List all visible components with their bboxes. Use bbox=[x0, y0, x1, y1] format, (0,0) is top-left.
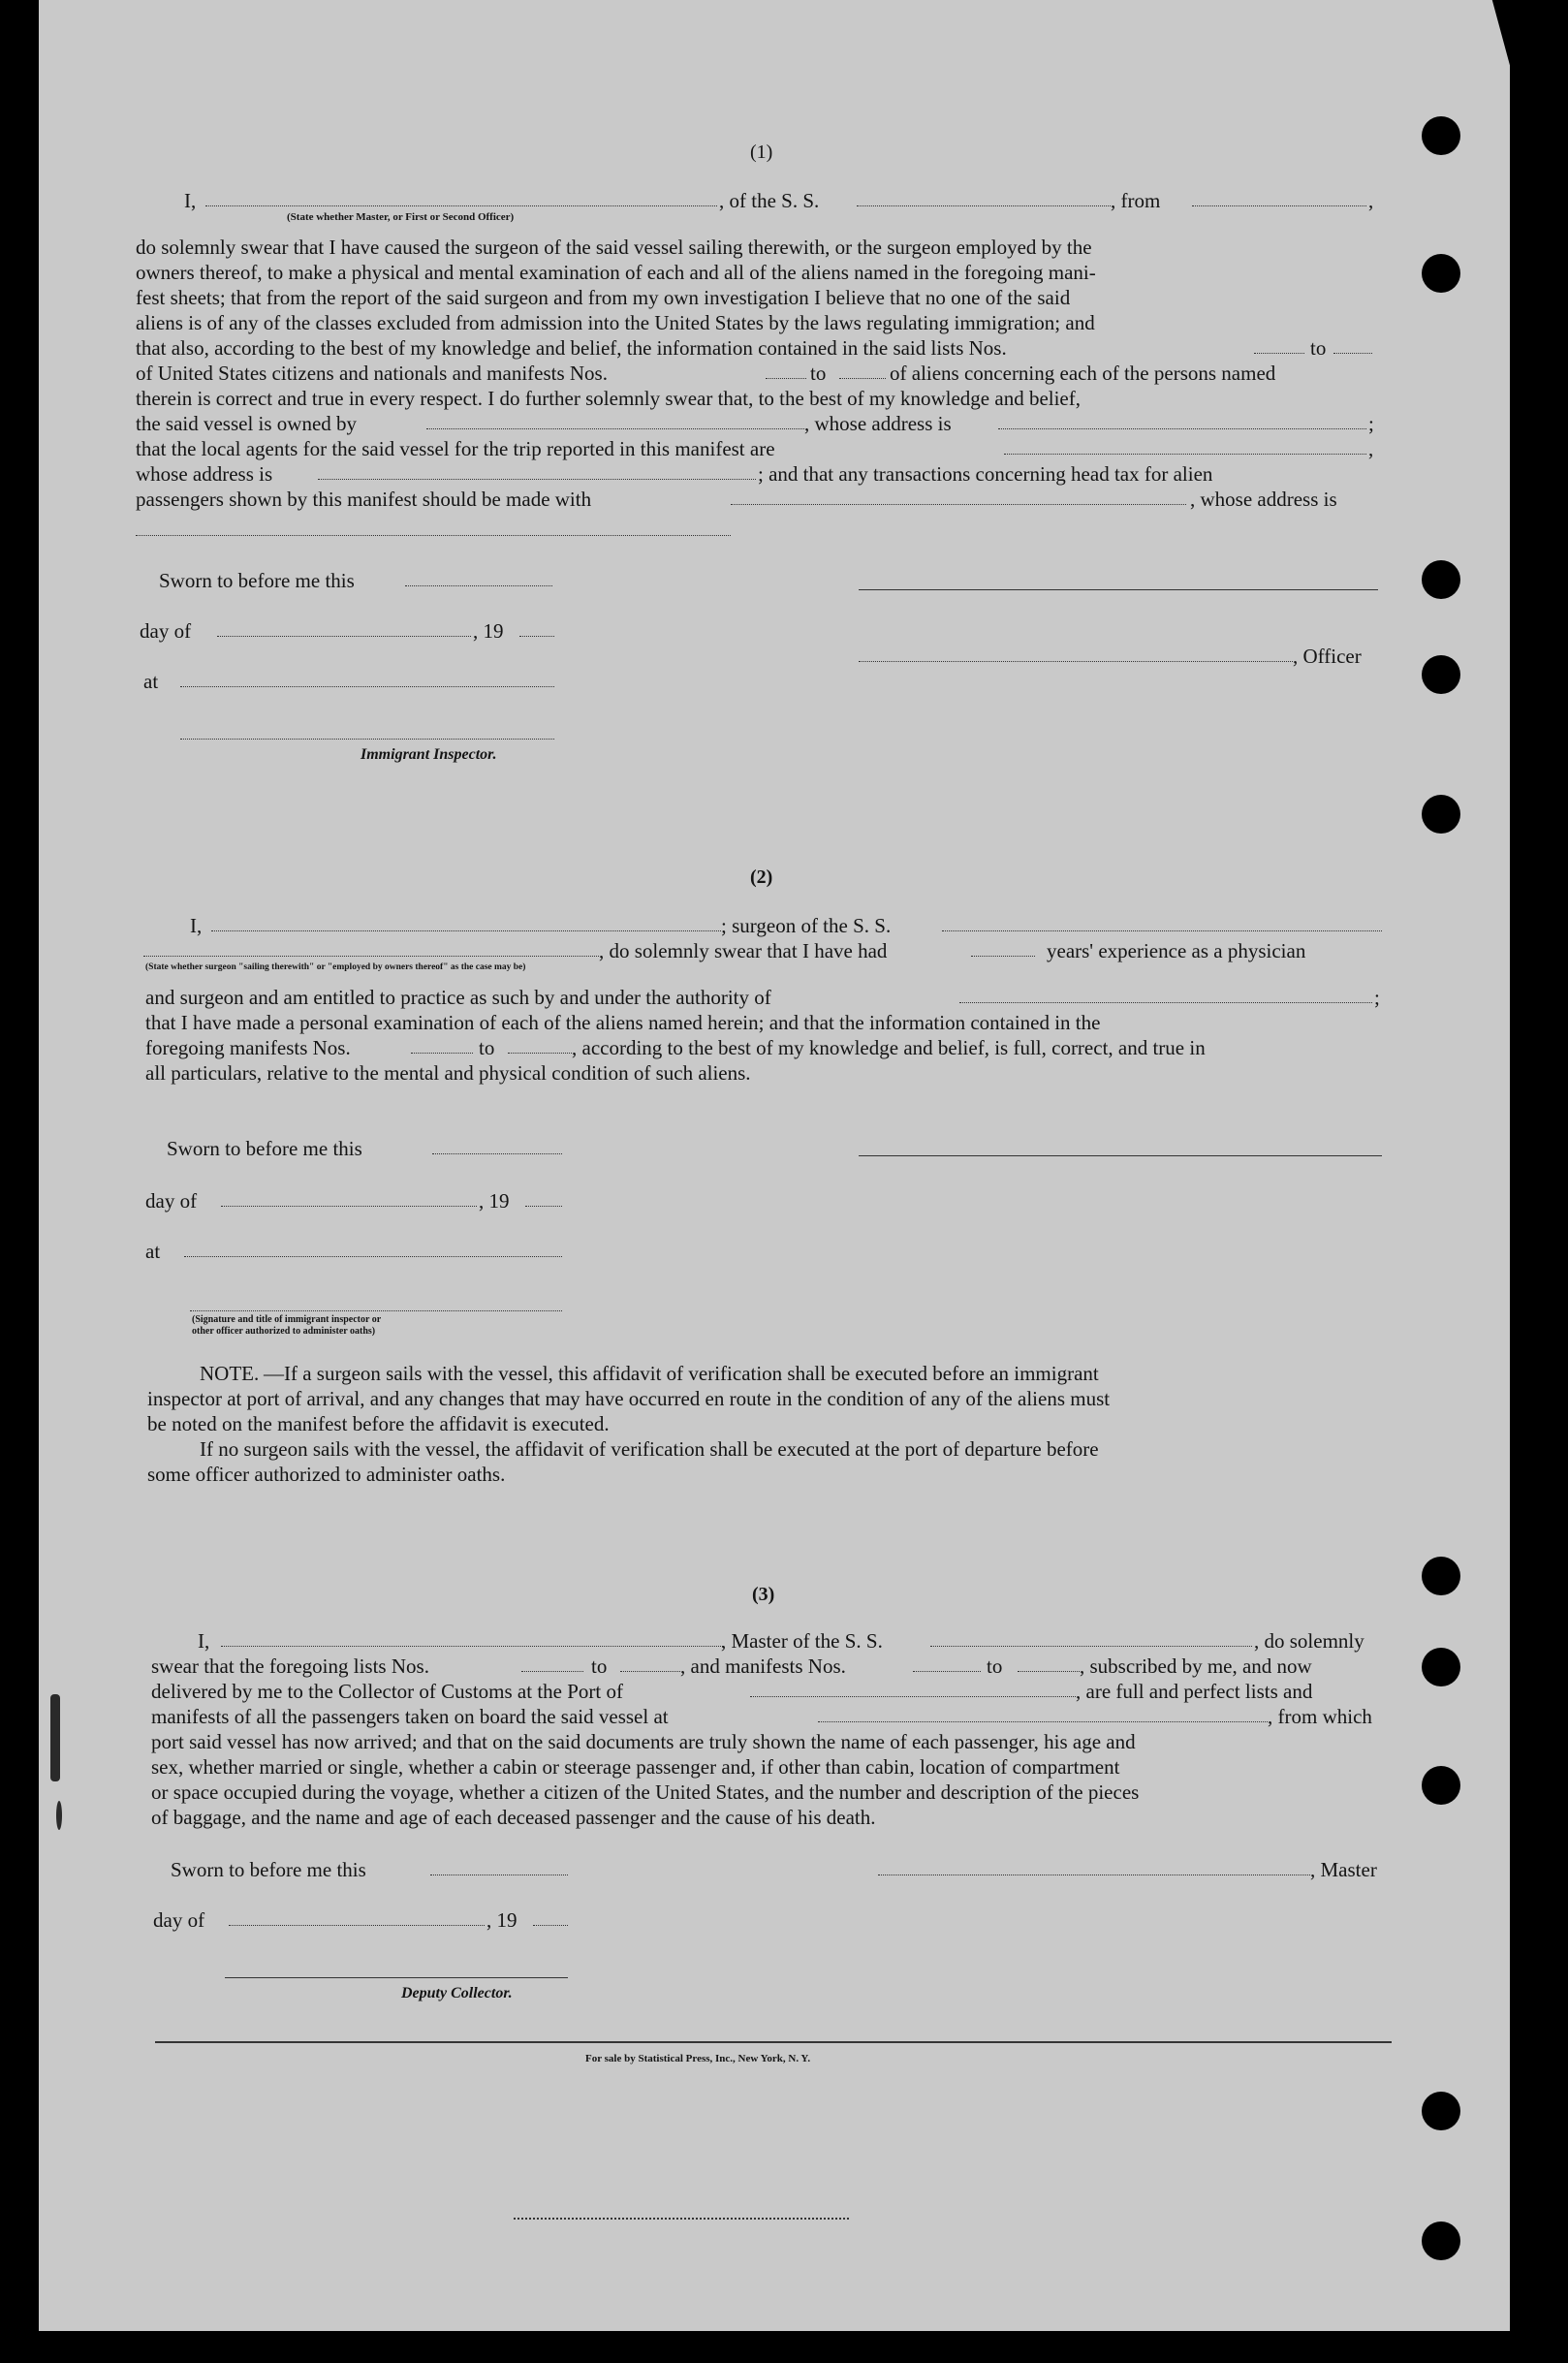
punch-hole bbox=[1422, 116, 1460, 155]
s2-line-0: and surgeon and am entitled to practice as such by and under the authority of bbox=[145, 986, 771, 1009]
s1-whose-address-2: , whose address is bbox=[1190, 488, 1337, 511]
s3-to: to bbox=[591, 1654, 608, 1678]
s3-ship-blank bbox=[930, 1646, 1252, 1647]
s1-ship-blank bbox=[857, 205, 1111, 206]
s2-year-blank bbox=[525, 1206, 562, 1207]
s1-agents-address-blank bbox=[318, 479, 756, 480]
s1-to: to bbox=[1310, 336, 1327, 360]
s3-day-of: day of bbox=[153, 1908, 205, 1932]
s2-according: , according to the best of my knowledge and belief, is full, correct, and true in bbox=[572, 1036, 1206, 1059]
s3-manifest-to-blank bbox=[1018, 1671, 1080, 1672]
note-p1-line-0: —If a surgeon sails with the vessel, this affidavit of verification shall be executed before an immigrant bbox=[264, 1362, 1099, 1385]
footer-printer: For sale by Statistical Press, Inc., New York, N. Y. bbox=[585, 2053, 811, 2064]
s1-line-8: that the local agents for the said vessel for the trip reported in this manifest are bbox=[136, 437, 775, 460]
s1-line-10: passengers shown by this manifest should be made with bbox=[136, 488, 592, 511]
s3-i-label: I, bbox=[198, 1629, 210, 1653]
s1-officer-blank bbox=[205, 205, 717, 206]
s2-type-blank bbox=[143, 956, 599, 957]
s2-line-2: foregoing manifests Nos. bbox=[145, 1036, 351, 1059]
s2-ship-blank bbox=[942, 930, 1382, 931]
punch-hole bbox=[1422, 1557, 1460, 1595]
s2-i-label: I, bbox=[190, 914, 203, 937]
s1-of-aliens: of aliens concerning each of the persons named bbox=[890, 362, 1276, 385]
s1-i-label: I, bbox=[184, 189, 197, 212]
s1-tax-address-blank bbox=[136, 535, 731, 536]
s1-line-1: owners thereof, to make a physical and mental examination of each and all of the aliens named in the foregoing mani- bbox=[136, 261, 1096, 284]
s1-line-5: of United States citizens and nationals and manifests Nos. bbox=[136, 362, 608, 385]
s2-surgeon-blank bbox=[211, 930, 721, 931]
s3-lists-from-blank bbox=[521, 1671, 583, 1672]
s1-inspector-blank bbox=[180, 739, 554, 740]
s3-collector-signature bbox=[225, 1977, 568, 1978]
s1-of-ss: , of the S. S. bbox=[719, 189, 820, 212]
s3-year-blank bbox=[533, 1925, 568, 1926]
s3-to-2: to bbox=[987, 1654, 1003, 1678]
punch-hole bbox=[1422, 655, 1460, 694]
s2-swear: , do solemnly swear that I have had bbox=[599, 939, 888, 962]
s2-line-3: all particulars, relative to the mental and physical condition of such aliens. bbox=[145, 1061, 751, 1085]
punch-hole bbox=[1422, 2221, 1460, 2260]
s3-lists-to-blank bbox=[620, 1671, 680, 1672]
comma: , bbox=[1368, 189, 1374, 212]
s2-day-blank bbox=[221, 1206, 477, 1207]
s3-from-which: , from which bbox=[1268, 1705, 1372, 1728]
footer-rule bbox=[155, 2041, 1392, 2043]
semicolon: ; bbox=[1374, 986, 1380, 1009]
s1-manifest-from-blank bbox=[766, 378, 806, 379]
s3-port-blank bbox=[750, 1696, 1076, 1697]
s3-line-2: manifests of all the passengers taken on board the said vessel at bbox=[151, 1705, 669, 1728]
s1-officer-note: (State whether Master, or First or Second Officer) bbox=[287, 211, 515, 223]
s2-at-blank bbox=[184, 1256, 562, 1257]
s1-line-2: fest sheets; that from the report of the said surgeon and from my own investigation I believe that no one of the said bbox=[136, 286, 1071, 309]
s1-lists-from-blank bbox=[1254, 353, 1304, 354]
s3-collector: Deputy Collector. bbox=[401, 1985, 513, 2001]
s1-tax-agent-blank bbox=[731, 504, 1186, 505]
s1-line-3: aliens is of any of the classes excluded from admission into the United States by the laws regulating immigration; and bbox=[136, 311, 1095, 334]
punch-hole bbox=[1422, 1648, 1460, 1686]
s1-manifest-to-blank bbox=[839, 378, 886, 379]
stray-dotted-mark bbox=[514, 2218, 849, 2220]
s1-line-6: therein is correct and true in every respect. I do further solemnly swear that, to the best of my knowledge and belief, bbox=[136, 387, 1081, 410]
smudge bbox=[56, 1801, 62, 1830]
s1-sworn-blank bbox=[405, 585, 552, 586]
s3-vessel-port-blank bbox=[818, 1721, 1268, 1722]
s1-owner-blank bbox=[426, 428, 804, 429]
s3-subscribed: , subscribed by me, and now bbox=[1080, 1654, 1312, 1678]
note-p1-line-2: be noted on the manifest before the affidavit is executed. bbox=[147, 1412, 610, 1435]
s3-line-5: or space occupied during the voyage, whether a citizen of the United States, and the number and description of the pieces bbox=[151, 1780, 1140, 1804]
s2-to: to bbox=[479, 1036, 495, 1059]
punch-hole bbox=[1422, 1766, 1460, 1805]
s1-line-7: the said vessel is owned by bbox=[136, 412, 358, 435]
s2-line-1: that I have made a personal examination of each of the aliens named herein; and that the information contained in the bbox=[145, 1011, 1101, 1034]
s3-line-0: swear that the foregoing lists Nos. bbox=[151, 1654, 429, 1678]
s1-head-tax: ; and that any transactions concerning head tax for alien bbox=[758, 462, 1213, 486]
s1-from: , from bbox=[1111, 189, 1161, 212]
section-1-number: (1) bbox=[750, 142, 773, 163]
s2-signature-note-1: (Signature and title of immigrant inspector or bbox=[192, 1314, 382, 1325]
s2-nineteen: , 19 bbox=[479, 1189, 510, 1213]
s1-line-9: whose address is bbox=[136, 462, 273, 486]
s1-at: at bbox=[143, 670, 159, 693]
comma: , bbox=[1368, 437, 1374, 460]
s1-year-blank bbox=[519, 636, 554, 637]
punch-hole bbox=[1422, 795, 1460, 834]
note-label: NOTE. bbox=[200, 1362, 260, 1385]
note-p2-line-0: If no surgeon sails with the vessel, the affidavit of verification shall be executed at the port of departure before bbox=[200, 1437, 1099, 1461]
s2-day-of: day of bbox=[145, 1189, 198, 1213]
section-2-number: (2) bbox=[750, 866, 773, 888]
s3-are-full: , are full and perfect lists and bbox=[1076, 1680, 1313, 1703]
s3-manifest-from-blank bbox=[913, 1671, 981, 1672]
s1-sworn: Sworn to before me this bbox=[159, 569, 355, 592]
s2-sworn: Sworn to before me this bbox=[167, 1137, 362, 1160]
s1-from-blank bbox=[1192, 205, 1366, 206]
s2-signature-note-2: other officer authorized to administer oaths) bbox=[192, 1326, 376, 1337]
s3-master-of: , Master of the S. S. bbox=[721, 1629, 883, 1653]
s3-line-1: delivered by me to the Collector of Customs at the Port of bbox=[151, 1680, 623, 1703]
s3-nineteen: , 19 bbox=[486, 1908, 517, 1932]
note-p1-line-1: inspector at port of arrival, and any changes that may have occurred en route in the condition of any of the aliens must bbox=[147, 1387, 1111, 1410]
s1-whose-address: , whose address is bbox=[804, 412, 952, 435]
s3-do-solemnly: , do solemnly bbox=[1254, 1629, 1364, 1653]
s2-signature-blank bbox=[190, 1310, 562, 1311]
s3-line-3: port said vessel has now arrived; and that on the said documents are truly shown the name of each passenger, his age and bbox=[151, 1730, 1136, 1753]
smudge bbox=[50, 1694, 60, 1781]
s1-owner-address-blank bbox=[998, 428, 1366, 429]
s1-day-of: day of bbox=[140, 619, 192, 643]
s2-manifest-to-blank bbox=[508, 1053, 572, 1054]
s1-officer-blank-2 bbox=[859, 661, 1293, 662]
s1-agents-blank bbox=[1004, 454, 1366, 455]
s2-signature-top bbox=[859, 1155, 1382, 1156]
s3-master: , Master bbox=[1310, 1858, 1377, 1881]
s3-master-blank bbox=[221, 1646, 723, 1647]
s1-line-0: do solemnly swear that I have caused the surgeon of the said vessel sailing therewith, or the surgeon employed by the bbox=[136, 236, 1092, 259]
s2-years-blank bbox=[971, 956, 1035, 957]
s2-manifest-from-blank bbox=[411, 1053, 473, 1054]
s1-inspector: Immigrant Inspector. bbox=[361, 746, 497, 763]
punch-hole bbox=[1422, 560, 1460, 599]
s3-line-4: sex, whether married or single, whether a cabin or steerage passenger and, if other than cabin, location of compartment bbox=[151, 1755, 1120, 1779]
note-p2-line-1: some officer authorized to administer oaths. bbox=[147, 1463, 506, 1486]
s2-sworn-blank bbox=[432, 1153, 562, 1154]
s1-line-4: that also, according to the best of my knowledge and belief, the information contained in the said lists Nos. bbox=[136, 336, 1007, 360]
s1-day-blank bbox=[217, 636, 471, 637]
s1-officer-signature-top bbox=[859, 589, 1378, 590]
s1-lists-to-blank bbox=[1333, 353, 1372, 354]
section-3-number: (3) bbox=[752, 1584, 775, 1605]
s2-surgeon-of: ; surgeon of the S. S. bbox=[721, 914, 892, 937]
semicolon: ; bbox=[1368, 412, 1374, 435]
s3-day-blank bbox=[229, 1925, 485, 1926]
s2-surgeon-note: (State whether surgeon "sailing therewith" or "employed by owners thereof" as the case may be) bbox=[145, 962, 526, 972]
s2-authority-blank bbox=[959, 1002, 1372, 1003]
s1-at-blank bbox=[180, 686, 554, 687]
s1-nineteen: , 19 bbox=[473, 619, 504, 643]
s2-at: at bbox=[145, 1240, 161, 1263]
s3-sworn: Sworn to before me this bbox=[171, 1858, 366, 1881]
punch-hole bbox=[1422, 2092, 1460, 2130]
punch-hole bbox=[1422, 254, 1460, 293]
s1-officer: , Officer bbox=[1293, 645, 1362, 668]
s2-years: years' experience as a physician bbox=[1047, 939, 1306, 962]
s3-line-6: of baggage, and the name and age of each deceased passenger and the cause of his death. bbox=[151, 1806, 876, 1829]
s1-to-2: to bbox=[810, 362, 827, 385]
s3-and-manifests: , and manifests Nos. bbox=[680, 1654, 846, 1678]
